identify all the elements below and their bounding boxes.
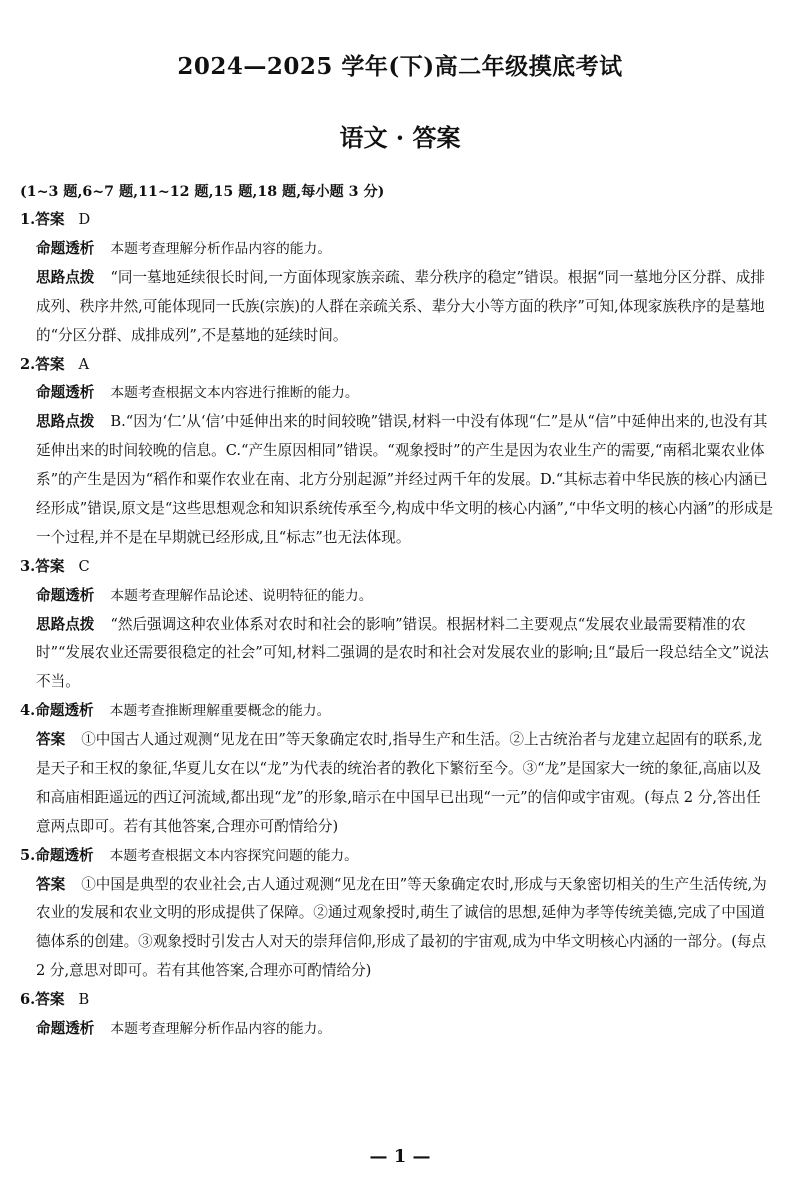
answer-label: 答案 (36, 875, 66, 893)
intent-label: 命题透析 (35, 702, 94, 720)
answer-label: 答案 (35, 211, 65, 229)
scope-note: (1~3 题,6~7 题,11~12 题,15 题,18 题,每小题 3 分) (20, 184, 385, 200)
page-title: 2024—2025 学年(下)高二年级摸底考试 (177, 53, 623, 80)
question-number: 3. (20, 557, 36, 575)
answer-label: 答案 (36, 731, 66, 749)
answer-text: ①中国古人通过观测“见龙在田”等天象确定农时,指导生产和生活。②上古统治者与龙建立起固有的联系,龙是天子和王权的象征,华夏儿女在以“龙”为代表的统治者的教化下繁衍至今。③“龙”是国家大一统的象征,高庙以及和高庙相距遥远的西辽河流域,都出现“龙”的形象,暗示在中国早已出现“一元”的信仰或宇宙观。(每点 2 分,答出任意两点即可。若有其他答案,合理亦可酌情给分) (36, 731, 763, 835)
hint-label: 思路点拨 (36, 268, 95, 286)
question-6-answer-line (20, 986, 774, 1015)
hint-text: “然后强调这种农业体系对农时和社会的影响”错误。根据材料二主要观点“发展农业最需要精准的农时”“发展农业还需要很稳定的社会”可知,材料二强调的是农时和社会对发展农业的影响;且“最后一段总结全文”说法不当。 (36, 615, 769, 691)
answer-value: B (78, 991, 90, 1009)
question-5-answer (20, 871, 774, 987)
hint-label: 思路点拨 (36, 413, 95, 431)
question-3-intent (20, 582, 774, 611)
question-number: 6. (20, 991, 36, 1009)
question-6 (20, 986, 774, 1044)
question-5-intent-line (20, 842, 774, 871)
answer-value: D (78, 211, 91, 229)
hint-label: 思路点拨 (36, 615, 95, 633)
question-1 (20, 206, 774, 350)
question-3-answer-line (20, 553, 774, 582)
question-6-intent (20, 1015, 774, 1044)
intent-text: 本题考查根据文本内容探究问题的能力。 (109, 847, 358, 864)
answer-content (20, 178, 774, 1044)
question-number: 1. (20, 211, 36, 229)
question-number: 4. (20, 702, 36, 720)
intent-text: 本题考查理解分析作品内容的能力。 (110, 241, 332, 257)
question-2-intent (20, 379, 774, 408)
question-1-hint (20, 264, 774, 351)
question-number: 5. (20, 846, 36, 864)
page-subtitle: 语文 · 答案 (339, 123, 461, 152)
intent-text: 本题考查根据文本内容进行推断的能力。 (110, 385, 359, 402)
intent-label: 命题透析 (36, 240, 95, 257)
question-2-hint (20, 408, 774, 552)
question-2-answer-line (20, 351, 774, 380)
question-4-intent-line (20, 697, 774, 726)
answer-value: A (78, 355, 89, 373)
question-1-answer-line (20, 206, 774, 235)
intent-label: 命题透析 (36, 384, 95, 402)
intent-label: 命题透析 (36, 1020, 95, 1038)
question-2 (20, 351, 774, 553)
question-3-hint (20, 611, 774, 698)
intent-text: 本题考查理解作品论述、说明特征的能力。 (110, 587, 373, 604)
answer-text: ①中国是典型的农业社会,古人通过观测“见龙在田”等天象确定农时,形成与天象密切相关的生产生活传统,为农业的发展和农业文明的形成提供了保障。②通过观象授时,萌生了诚信的思想,延伸为孝等传统美德,完成了中国道德体系的创建。③观象授时引发古人对天的崇拜信仰,形成了最初的宇宙观,成为中华文明核心内涵的一部分。(每点 2 分,意思对即可。若有其他答案,合理亦可酌情给分) (36, 875, 767, 980)
answer-value: C (78, 557, 90, 575)
question-4 (20, 697, 774, 841)
answer-label: 答案 (35, 557, 65, 575)
intent-label: 命题透析 (36, 586, 95, 604)
question-5 (20, 842, 774, 986)
question-4-answer (20, 726, 774, 842)
intent-text: 本题考查理解分析作品内容的能力。 (110, 1021, 332, 1038)
intent-text: 本题考查推断理解重要概念的能力。 (109, 703, 331, 720)
answer-label: 答案 (35, 355, 65, 373)
question-number: 2. (20, 355, 36, 373)
answer-label: 答案 (35, 991, 65, 1009)
hint-text: B.“因为‘仁’从‘信’中延伸出来的时间较晚”错误,材料一中没有体现“仁”是从“信”中延伸出来的,也没有其延伸出来的时间较晚的信息。C.“产生原因相同”错误。“观象授时”的产生是因为农业生产的需要,“南稻北粟农业体系”的产生是因为“稻作和粟作农业在南、北方分别起源”并经过两千年的发展。D.“其标志着中华民族的核心内涵已经形成”错误,原文是“这些思想观念和知识系统传承至今,构成中华文明的核心内涵”,“中华文明的核心内涵”的形成是一个过程,并不是在早期就已经形成,且“标志”也无法体现。 (36, 413, 774, 546)
question-3 (20, 553, 774, 697)
question-1-intent (20, 235, 774, 264)
hint-text: “同一墓地延续很长时间,一方面体现家族亲疏、辈分秩序的稳定”错误。根据“同一墓地分区分群、成排成列、秩序井然,可能体现同一氏族(宗族)的人群在亲疏关系、辈分大小等方面的秩序”可知,体现家族秩序的是墓地的“分区分群、成排成列”,不是墓地的延续时间。 (36, 268, 765, 344)
intent-label: 命题透析 (35, 846, 94, 864)
page-number: — 1 — (369, 1146, 431, 1167)
